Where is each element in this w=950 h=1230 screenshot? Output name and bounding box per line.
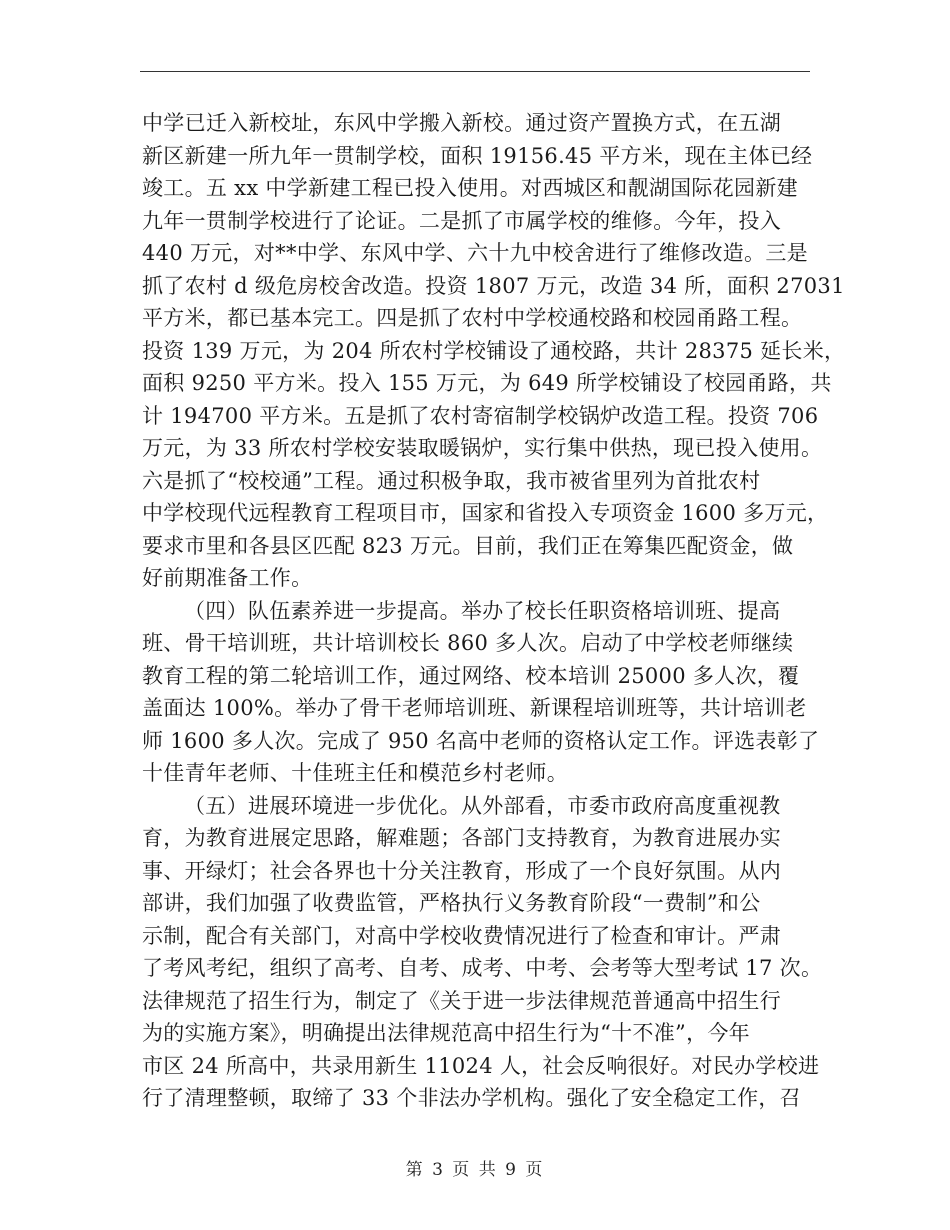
document-body [142, 107, 846, 1115]
body-line: 事、开绿灯；社会各界也十分关注教育，形成了一个良好氛围。从内 [142, 858, 781, 883]
body-line: 要求市里和各县区匹配 823 万元。目前，我们正在筹集匹配资金，做 [142, 533, 794, 558]
body-line: 440 万元，对**中学、东风中学、六十九中校舍进行了维修改造。三是 [142, 241, 808, 265]
body-line: 投资 139 万元，为 204 所农村学校铺设了通校路，共计 28375 延长米， [142, 338, 846, 363]
body-line: 市区 24 所高中，共录用新生 11024 人，社会反响很好。对民办学校进 [142, 1053, 820, 1078]
body-line: 了考风考纪，组织了高考、自考、成考、中考、会考等大型考试 17 次。 [142, 956, 823, 980]
body-line: 示制，配合有关部门，对高中学校收费情况进行了检查和审计。严肃 [142, 923, 781, 948]
body-line: 师 1600 多人次。完成了 950 名高中老师的资格认定工作。评选表彰了 [142, 728, 820, 753]
body-line: 六是抓了“校校通”工程。通过积极争取，我市被省里列为首批农村 [142, 468, 761, 493]
paragraph-start-line: （四）队伍素养进一步提高。举办了校长任职资格培训班、提高 [184, 598, 781, 623]
body-line: 中学校现代远程教育工程项目市，国家和省投入专项资金 1600 多万元， [142, 501, 829, 525]
body-line: 行了清理整顿，取缔了 33 个非法办学机构。强化了安全稳定工作，召 [142, 1086, 801, 1110]
body-line: 为的实施方案》，明确提出法律规范高中招生行为“十不准”，今年 [142, 1021, 750, 1045]
body-line: 育，为教育进展定思路，解难题；各部门支持教育，为教育进展办实 [142, 826, 781, 850]
body-line: 万元，为 33 所农村学校安装取暖锅炉，实行集中供热，现已投入使用。 [142, 436, 823, 460]
body-line: 教育工程的第二轮培训工作，通过网络、校本培训 25000 多人次，覆 [142, 663, 800, 688]
body-line: 面积 9250 平方米。投入 155 万元，为 649 所学校铺设了校园甬路，共 [142, 371, 832, 395]
body-line: 计 194700 平方米。五是抓了农村寄宿制学校锅炉改造工程。投资 706 [142, 403, 819, 428]
body-line: 班、骨干培训班，共计培训校长 860 多人次。启动了中学校老师继续 [142, 631, 794, 655]
body-line: 新区新建一所九年一贯制学校，面积 19156.45 平方米，现在主体已经 [142, 143, 813, 168]
body-line: 平方米，都已基本完工。四是抓了农村中学校通校路和校园甬路工程。 [142, 306, 803, 330]
body-line: 部讲，我们加强了收费监管，严格执行义务教育阶段“一费制”和公 [142, 891, 761, 915]
body-line: 抓了农村 d 级危房校舍改造。投资 1807 万元，改造 34 所，面积 27031 [142, 273, 845, 298]
body-line: 好前期准备工作。 [142, 566, 313, 590]
body-line: 十佳青年老师、十佳班主任和模范乡村老师。 [142, 761, 568, 785]
body-line: 九年一贯制学校进行了论证。二是抓了市属学校的维修。今年，投入 [142, 208, 781, 233]
body-line: 盖面达 100%。举办了骨干老师培训班、新课程培训班等，共计培训老 [142, 696, 807, 720]
page-number-footer: 第 3 页 共 9 页 [405, 1160, 545, 1180]
paragraph-start-line: （五）进展环境进一步优化。从外部看，市委市政府高度重视教 [184, 793, 781, 818]
body-line: 法律规范了招生行为，制定了《关于进一步法律规范普通高中招生行 [142, 988, 781, 1013]
header-rule [140, 71, 810, 72]
body-line: 竣工。五 xx 中学新建工程已投入使用。对西城区和靓湖国际花园新建 [142, 176, 798, 200]
body-line: 中学已迁入新校址，东风中学搬入新校。通过资产置换方式，在五湖 [142, 111, 781, 135]
